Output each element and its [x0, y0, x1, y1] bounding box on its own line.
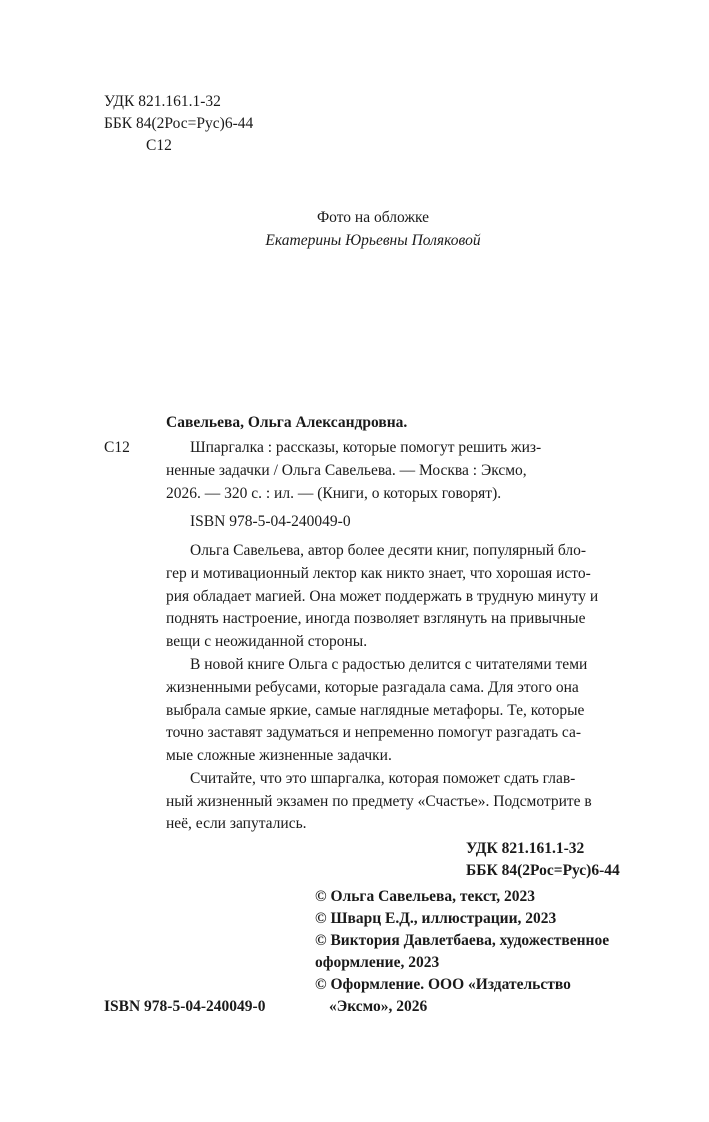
header-udk: УДК 821.161.1-32	[104, 93, 221, 110]
copyright-line: © Ольга Савельева, текст, 2023	[315, 888, 536, 905]
annotation-line: неё, если запутались.	[166, 815, 307, 832]
footer-isbn: ISBN 978-5-04-240049-0	[104, 998, 266, 1015]
bib-desc-line: Шпаргалка : рассказы, которые помогут решить жиз-	[190, 439, 542, 456]
annotation-line: выбрала самые яркие, самые наглядные метафоры. Те, которые	[166, 702, 585, 719]
annotation-line: мые сложные жизненные задачки.	[166, 747, 392, 764]
cover-photo-label: Фото на обложке	[316, 209, 430, 226]
annotation-line: В новой книге Ольга с радостью делится с читателями теми	[190, 656, 588, 673]
copyright-line: оформление, 2023	[315, 954, 440, 971]
annotation-line: гер и мотивационный лектор как никто знает, что хорошая исто-	[166, 565, 591, 582]
bib-isbn: ISBN 978-5-04-240049-0	[190, 513, 351, 530]
annotation-line: поднять настроение, иногда позволяет взглянуть на привычные	[166, 610, 586, 627]
annotation-line: рия обладает магией. Она может поддержать в трудную минуту и	[166, 588, 599, 605]
annotation-line: Считайте, что это шпаргалка, которая поможет сдать глав-	[190, 770, 576, 787]
annotation-line: вещи с неожиданной стороны.	[166, 633, 368, 650]
header-bbk: ББК 84(2Рос=Рус)6-44	[104, 115, 254, 132]
copyright-line: © Шварц Е.Д., иллюстрации, 2023	[315, 910, 557, 927]
header-author-mark: С12	[146, 137, 172, 154]
copyright-line: © Оформление. ООО «Издательство	[315, 976, 571, 993]
annotation-line: ный жизненный экзамен по предмету «Счастье». Подсмотрите в	[166, 793, 592, 810]
copyright-line: © Виктория Давлетбаева, художественное	[315, 932, 610, 949]
bib-desc-line: ненные задачки / Ольга Савельева. — Москва : Эксмо,	[166, 462, 527, 479]
cover-photo-name: Екатерины Юрьевны Поляковой	[265, 232, 481, 249]
copyright-line: «Эксмо», 2026	[329, 998, 428, 1015]
classification-udk: УДК 821.161.1-32	[466, 840, 585, 857]
author-heading: Савельева, Ольга Александровна.	[166, 414, 408, 431]
bib-desc-line: 2026. — 320 с. : ил. — (Книги, о которых говорят).	[166, 485, 502, 502]
annotation-line: Ольга Савельева, автор более десяти книг, популярный бло-	[190, 542, 587, 559]
annotation-line: точно заставят задуматься и непременно помогут разгадать са-	[166, 724, 582, 741]
classification-bbk: ББК 84(2Рос=Рус)6-44	[466, 862, 620, 879]
annotation-line: жизненными ребусами, которые разгадала сама. Для этого она	[166, 679, 579, 696]
side-author-mark: С12	[104, 439, 130, 456]
